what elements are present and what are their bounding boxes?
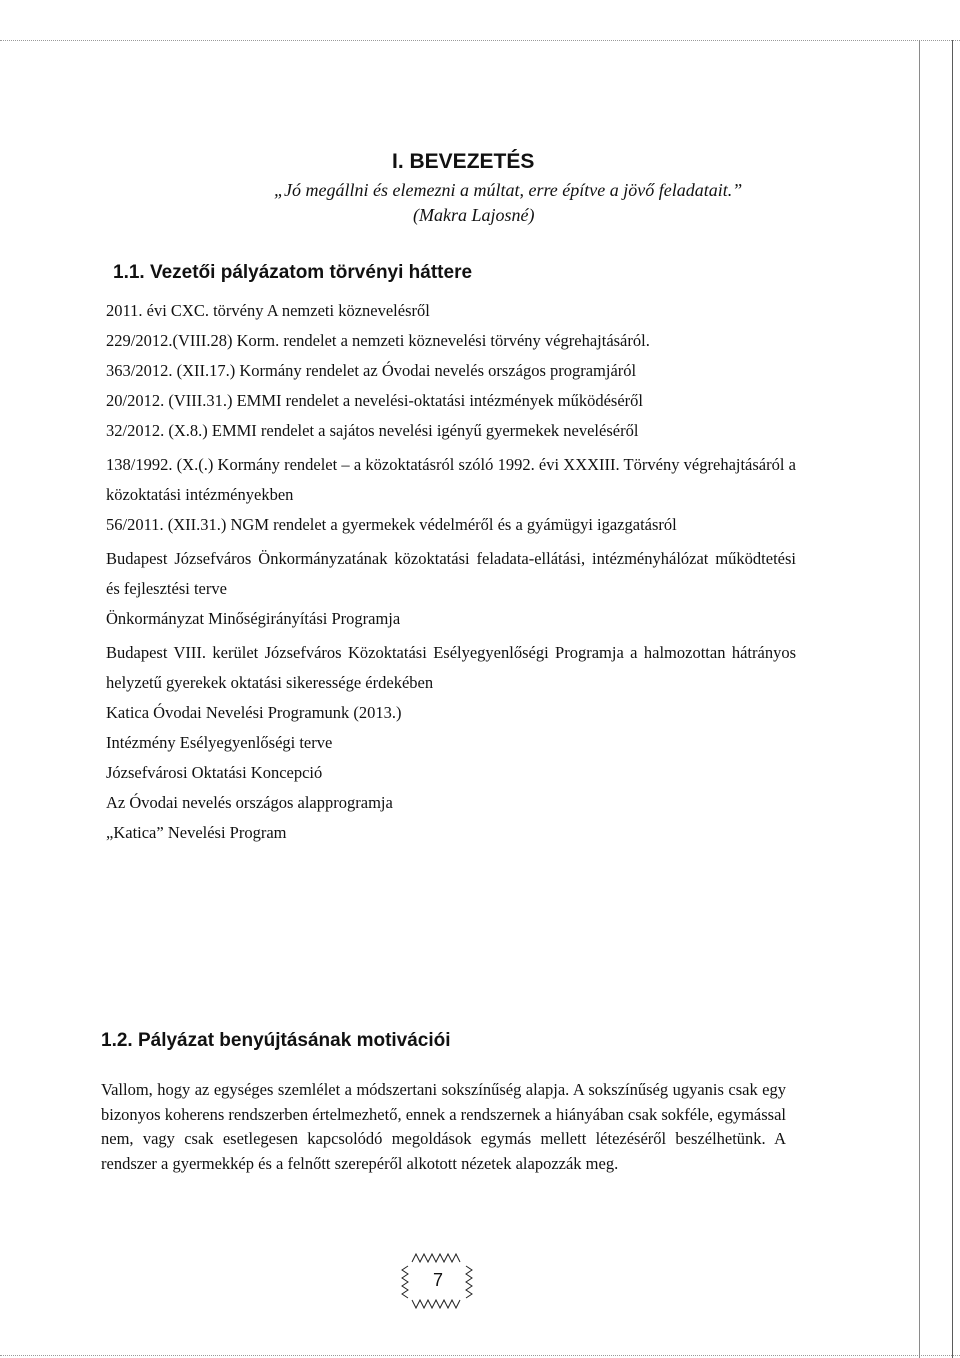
list-item: Katica Óvodai Nevelési Programunk (2013.) [106,703,402,722]
motto-author: (Makra Lajosné) [413,205,535,225]
subsection-title-motivation: 1.2. Pályázat benyújtásának motivációi [101,1030,451,1051]
section-title: I. BEVEZETÉS [392,150,535,173]
list-item: Az Óvodai nevelés országos alapprogramja [106,793,393,812]
list-item: 32/2012. (X.8.) EMMI rendelet a sajátos nevelési igényű gyermekek neveléséről [106,421,639,440]
list-item: 229/2012.(VIII.28) Korm. rendelet a nemzeti köznevelési törvény végrehajtásáról. [106,331,650,350]
page-number: 7 [432,1270,443,1290]
list-item: Józsefvárosi Oktatási Koncepció [106,763,323,782]
scan-right-border [952,40,953,1358]
subsection-title-legal-background: 1.1. Vezetői pályázatom törvényi háttere [113,262,473,283]
list-item: Budapest VIII. kerület Józsefváros Közoktatási Esélyegyenlőségi Programja a halmozottan hátrányos helyzetű gyerekek oktatási sikeressége érdekében [106,643,796,692]
list-item: Önkormányzat Minőségirányítási Programja [106,609,401,628]
scan-right-edge [919,40,920,1358]
scan-top-edge [0,40,960,41]
motivation-paragraph: Vallom, hogy az egységes szemlélet a módszertani sokszínűség alapja. A sokszínűség ugyanis csak egy bizonyos koherens rendszerben értelmezhető, ennek a rendszernek a hiányában csak sokféle, egymással nem, vagy csak esetlegesen kapcsolódó megoldások egymás mellett létezéséről beszélhetünk. A rendszer a gyermekkép és a felnőtt szerepéről alkotott nézetek alapozzák meg. [101,1080,786,1173]
list-item: 20/2012. (VIII.31.) EMMI rendelet a nevelési-oktatási intézmények működéséről [106,391,643,410]
list-item: Budapest Józsefváros Önkormányzatának közoktatási feladata-ellátási, intézményhálózat működtetési és fejlesztési terve [106,549,796,598]
page-number-badge [398,1248,478,1314]
motto-quote: „Jó megállni és elemezni a múltat, erre építve a jövő feladatait.” [274,180,743,200]
list-item: „Katica” Nevelési Program [106,823,287,842]
list-item: 363/2012. (XII.17.) Kormány rendelet az Óvodai nevelés országos programjáról [106,361,637,380]
scan-bottom-edge [0,1355,960,1356]
list-item: 2011. évi CXC. törvény A nemzeti köznevelésről [106,301,430,320]
list-item: Intézmény Esélyegyenlőségi terve [106,733,333,752]
list-item: 56/2011. (XII.31.) NGM rendelet a gyermekek védelméről és a gyámügyi igazgatásról [106,515,677,534]
list-item: 138/1992. (X.(.) Kormány rendelet – a közoktatásról szóló 1992. évi XXXIII. Törvény végrehajtásáról a közoktatási intézményekben [106,455,796,504]
